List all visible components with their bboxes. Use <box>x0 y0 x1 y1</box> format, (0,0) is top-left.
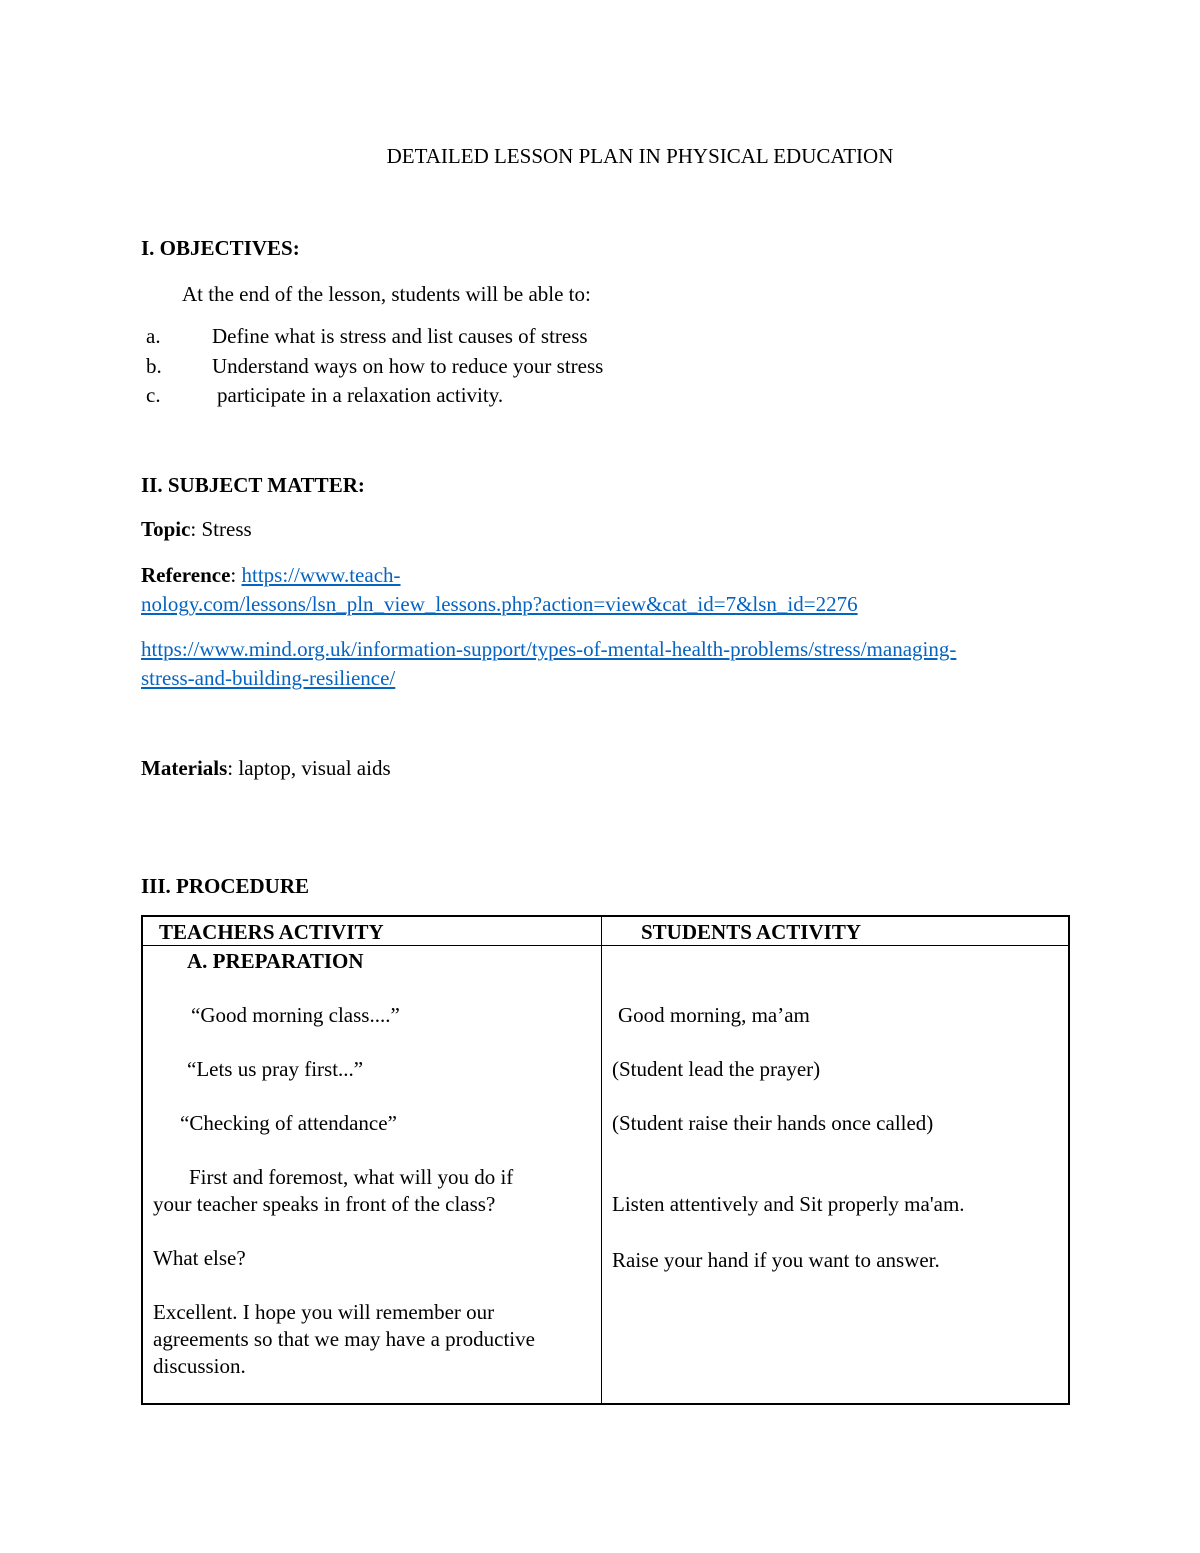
topic-value: : Stress <box>190 517 252 541</box>
column-divider <box>601 917 602 1403</box>
teacher-line: discussion. <box>153 1354 246 1378</box>
reference-colon: : <box>230 563 242 587</box>
teacher-line: What else? <box>153 1246 246 1270</box>
column-header-student: STUDENTS ACTIVITY <box>641 920 861 944</box>
reference-link-1[interactable]: https://www.teach- <box>241 563 401 587</box>
header-divider <box>143 945 1068 946</box>
topic-line <box>141 517 252 542</box>
reference-link-2-cont[interactable]: stress-and-building-resilience/ <box>141 666 396 690</box>
reference-line <box>141 563 401 588</box>
teacher-line: your teacher speaks in front of the class? <box>153 1192 496 1216</box>
teacher-line: “Checking of attendance” <box>180 1111 397 1135</box>
section-label: A. PREPARATION <box>187 949 364 973</box>
objective-item <box>146 324 588 349</box>
materials-label: Materials <box>141 756 228 780</box>
list-marker: c. <box>146 383 161 407</box>
teacher-line: First and foremost, what will you do if <box>189 1165 514 1189</box>
student-line: Raise your hand if you want to answer. <box>612 1248 940 1272</box>
objective-item <box>146 354 604 379</box>
objectives-intro: At the end of the lesson, students will be able to: <box>182 282 591 306</box>
objective-item <box>146 383 504 408</box>
materials-line <box>141 756 391 781</box>
objectives-heading: I. OBJECTIVES: <box>141 236 300 260</box>
objective-text: Define what is stress and list causes of stress <box>212 324 588 348</box>
reference-link-1-cont[interactable]: nology.com/lessons/lsn_pln_view_lessons.php?action=view&cat_id=7&lsn_id=2276 <box>141 592 858 616</box>
student-line: (Student raise their hands once called) <box>612 1111 934 1135</box>
materials-value: : laptop, visual aids <box>227 756 391 780</box>
list-marker: b. <box>146 354 162 378</box>
student-line: (Student lead the prayer) <box>612 1057 821 1081</box>
objective-text: participate in a relaxation activity. <box>217 383 504 407</box>
teacher-line: “Good morning class....” <box>191 1003 400 1027</box>
teacher-line: Excellent. I hope you will remember our <box>153 1300 495 1324</box>
objective-text: Understand ways on how to reduce your stress <box>212 354 604 378</box>
reference-link-2[interactable]: https://www.mind.org.uk/information-support/types-of-mental-health-problems/stress/managing- <box>141 637 957 661</box>
procedure-heading: III. PROCEDURE <box>141 874 310 898</box>
teacher-line: agreements so that we may have a productive <box>153 1327 535 1351</box>
list-marker: a. <box>146 324 161 348</box>
page-title: DETAILED LESSON PLAN IN PHYSICAL EDUCATION <box>386 144 894 168</box>
topic-label: Topic <box>141 517 191 541</box>
reference-label: Reference <box>141 563 231 587</box>
student-line: Listen attentively and Sit properly ma'am. <box>612 1192 965 1216</box>
student-line: Good morning, ma’am <box>618 1003 810 1027</box>
teacher-line: “Lets us pray first...” <box>187 1057 364 1081</box>
procedure-table <box>141 915 1070 1405</box>
column-header-teacher: TEACHERS ACTIVITY <box>159 920 384 944</box>
subject-matter-heading: II. SUBJECT MATTER: <box>141 473 365 497</box>
